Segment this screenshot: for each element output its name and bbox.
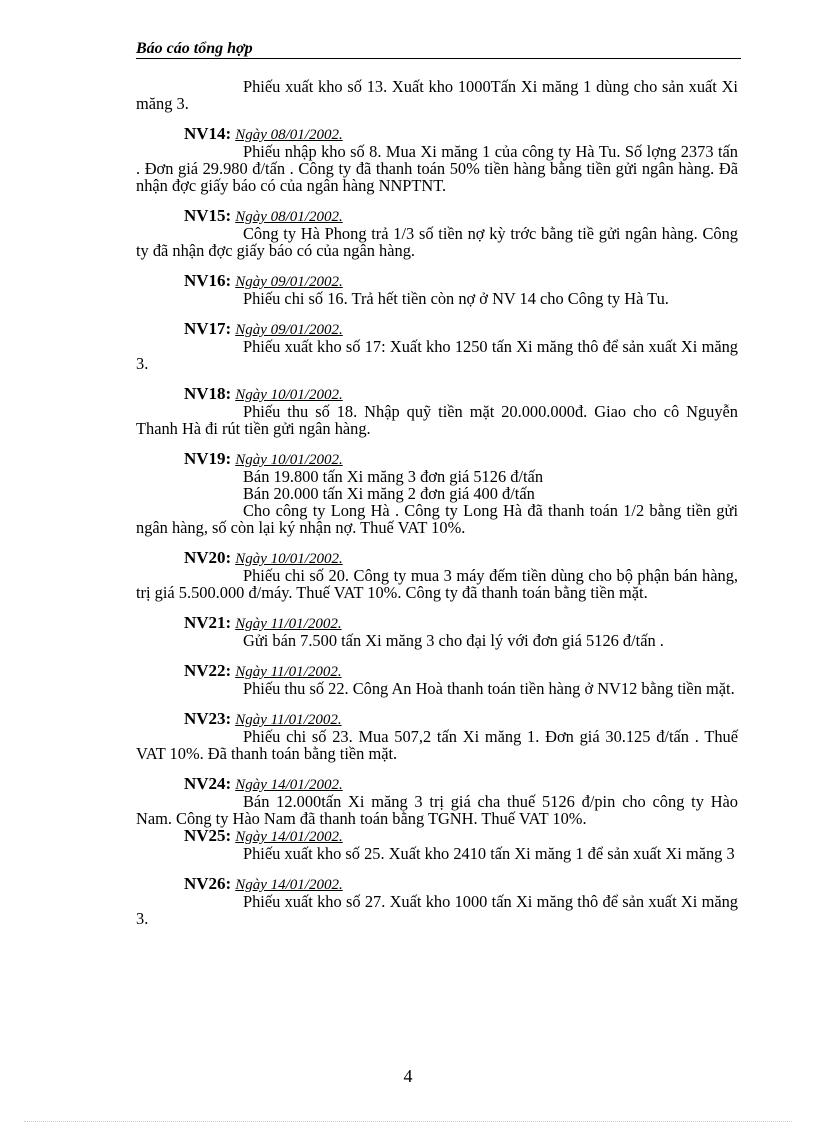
entry-heading xyxy=(136,385,738,403)
entry-text: Phiếu xuất kho số 27. Xuất kho 1000 tấn Xi măng thô để sản xuất Xi măng 3. xyxy=(136,892,738,928)
entry-code: NV14: xyxy=(184,124,232,143)
entry-date: Ngày 08/01/2002. xyxy=(235,209,343,225)
entry-nv18 xyxy=(136,385,738,437)
entry-code: NV25: xyxy=(184,826,232,845)
entry-text: Cho công ty Long Hà . Công ty Long Hà đã thanh toán 1/2 bằng tiền gửi ngân hàng, số còn lại ký nhận nợ. Thuế VAT 10%. xyxy=(136,501,738,537)
entry-nv20 xyxy=(136,549,738,601)
entry-code: NV26: xyxy=(184,874,232,893)
entry-code: NV21: xyxy=(184,613,232,632)
entry-text: Phiếu thu số 18. Nhập quỹ tiền mặt 20.000.000đ. Giao cho cô Nguyễn Thanh Hà đi rút tiền gửi ngân hàng. xyxy=(136,402,738,438)
entry-heading xyxy=(136,207,738,225)
entry-code: NV20: xyxy=(184,548,232,567)
entry-nv14 xyxy=(136,125,738,194)
entry-heading xyxy=(136,549,738,567)
entry-code: NV23: xyxy=(184,709,232,728)
entry-date: Ngày 10/01/2002. xyxy=(235,387,343,403)
entry-nv23 xyxy=(136,710,738,762)
page-header xyxy=(136,38,741,59)
entry-text: Phiếu xuất kho số 17: Xuất kho 1250 tấn Xi măng thô để sản xuất Xi măng 3. xyxy=(136,337,738,373)
entry-date: Ngày 14/01/2002. xyxy=(235,829,343,845)
intro-paragraph: Phiếu xuất kho số 13. Xuất kho 1000Tấn Xi măng 1 dùng cho sản xuất Xi măng 3. xyxy=(136,77,738,113)
entry-code: NV18: xyxy=(184,384,232,403)
entry-nv24 xyxy=(136,775,738,827)
entry-nv21 xyxy=(136,614,738,649)
entry-nv17 xyxy=(136,320,738,372)
entry-date: Ngày 09/01/2002. xyxy=(235,322,343,338)
entry-text: Phiếu chi số 23. Mua 507,2 tấn Xi măng 1. Đơn giá 30.125 đ/tấn . Thuế VAT 10%. Đã thanh toán bằng tiền mặt. xyxy=(136,727,738,763)
entry-nv25 xyxy=(136,827,738,862)
entry-nv26 xyxy=(136,875,738,927)
entry-date: Ngày 10/01/2002. xyxy=(235,452,343,468)
entry-text: Phiếu thu số 22. Công An Hoà thanh toán tiền hàng ở NV12 bằng tiền mặt. xyxy=(243,679,735,698)
entry-date: Ngày 10/01/2002. xyxy=(235,551,343,567)
entry-nv15 xyxy=(136,207,738,259)
entry-nv16 xyxy=(136,272,738,307)
entry-text: Gửi bán 7.500 tấn Xi măng 3 cho đại lý với đơn giá 5126 đ/tấn . xyxy=(243,631,664,650)
entry-date: Ngày 11/01/2002. xyxy=(235,664,342,680)
entry-text: Phiếu xuất kho số 25. Xuất kho 2410 tấn Xi măng 1 để sản xuất Xi măng 3 xyxy=(243,844,735,863)
entry-heading xyxy=(136,827,738,845)
entry-heading xyxy=(136,710,738,728)
entry-text: Phiếu chi số 16. Trả hết tiền còn nợ ở NV 14 cho Công ty Hà Tu. xyxy=(243,289,669,308)
page-bottom-divider xyxy=(24,1121,792,1122)
entry-nv19 xyxy=(136,450,738,536)
entry-nv22 xyxy=(136,662,738,697)
entry-code: NV19: xyxy=(184,449,232,468)
entry-date: Ngày 08/01/2002. xyxy=(235,127,343,143)
entry-text: Bán 12.000tấn Xi măng 3 trị giá cha thuế 5126 đ/pin cho công ty Hào Nam. Công ty Hào Nam đã thanh toán bằng TGNH. Thuế VAT 10%. xyxy=(136,792,738,828)
entry-text: Phiếu nhập kho số 8. Mua Xi măng 1 của công ty Hà Tu. Số lợng 2373 tấn . Đơn giá 29.980 đ/tấn . Công ty đã thanh toán 50% tiền hàng bằng tiền gửi ngân hàng. Đã nhận đợc giấy báo có của ngân hàng NNPTNT. xyxy=(136,142,738,195)
entry-text: Phiếu chi số 20. Công ty mua 3 máy đếm tiền dùng cho bộ phận bán hàng, trị giá 5.500.000 đ/máy. Thuế VAT 10%. Công ty đã thanh toán bằng tiền mặt. xyxy=(136,566,738,602)
entry-code: NV24: xyxy=(184,774,232,793)
entry-date: Ngày 14/01/2002. xyxy=(235,777,343,793)
entry-heading xyxy=(136,320,738,338)
entry-heading xyxy=(136,775,738,793)
entry-date: Ngày 11/01/2002. xyxy=(235,712,342,728)
entry-date: Ngày 09/01/2002. xyxy=(235,274,343,290)
entry-date: Ngày 11/01/2002. xyxy=(235,616,342,632)
entry-line: Bán 19.800 tấn Xi măng 3 đơn giá 5126 đ/tấn xyxy=(243,467,544,486)
entry-code: NV16: xyxy=(184,271,232,290)
entry-heading xyxy=(136,875,738,893)
entry-code: NV22: xyxy=(184,661,232,680)
entry-heading xyxy=(136,125,738,143)
entry-code: NV17: xyxy=(184,319,232,338)
entry-code: NV15: xyxy=(184,206,232,225)
entry-heading xyxy=(136,614,738,632)
entry-line: Bán 20.000 tấn Xi măng 2 đơn giá 400 đ/tấn xyxy=(243,484,535,503)
entry-heading xyxy=(136,662,738,680)
header-title: Báo cáo tổng hợp xyxy=(136,40,253,57)
entry-heading xyxy=(136,450,738,468)
document-body xyxy=(136,78,738,927)
entry-heading xyxy=(136,272,738,290)
entry-text: Công ty Hà Phong trả 1/3 số tiền nợ kỳ trớc bằng tiề gửi ngân hàng. Công ty đã nhận đợc giấy báo có của ngân hàng. xyxy=(136,224,738,260)
entry-date: Ngày 14/01/2002. xyxy=(235,877,343,893)
page-number: 4 xyxy=(403,1066,413,1086)
